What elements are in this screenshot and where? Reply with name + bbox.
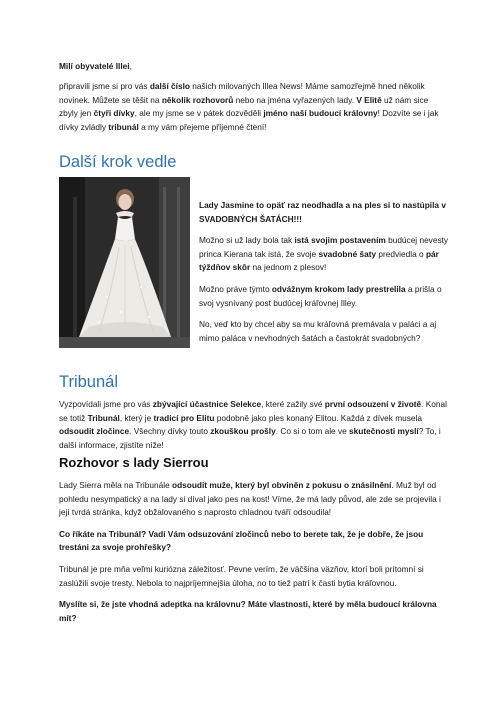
wedding-dress-photo (59, 177, 190, 348)
section3-paragraph-1: Lady Sierra měla na Tribunále odsoudit muže, který byl obviněn z pokusu o znásilnění. Muž byl od pohledu nesympatický a na lady si díval jako pes na kost! Víme, že má lady původ, ale zde se projevila i její tvrdá stránka, když obžalovaného s naprosto chladnou tváří odsoudila! (59, 480, 441, 518)
section1-paragraph-3: Možno práve týmto odvážnym krokom lady prestrelila a prišla o svoj vysnívaný post budúcej kráľovnej Illey. (199, 283, 442, 308)
section1-text (199, 199, 451, 353)
question-2: Myslíte si, že jste vhodná adeptka na královnu? Máte vlastnosti, které by měla budoucí královna mít? (59, 599, 437, 623)
section2-text (59, 398, 449, 460)
section-heading-rozhovor: Rozhovor s lady Sierrou (59, 455, 209, 470)
answer-1: Tribunál je pre mňa veľmi kuriózna záležitosť. Pevne verím, že väčšina väzňov, ktorí boli prítomní si zaslúžili svoje tresty. Nebola to najpríjemnejšia úloha, no to tiež patrí k časti bytia kráľovnou. (59, 563, 424, 588)
greeting-name: Milí obyvatelé Illei (59, 61, 130, 71)
section1-lead: Lady Jasmine to opäť raz neodhadla a na ples si to nastúpila v SVADOBNÝCH ŠATÁCH!!! (199, 200, 446, 224)
intro-paragraph: připravili jsme si pro vás další číslo našich milovaných Illea News! Máme samozřejmě hned několik novinek. Můžete se těšit na několik rozhovorů nebo na jména vyřazených lady. V Elitě už nám sice zbyly jen čtyři dívky, ale my jsme se v pátek dozvěděli jméno naší budoucí královny! Dozvíte se i jak dívky zvládly tribunál a my vám přejeme příjemné čtení! (59, 81, 439, 132)
section1-paragraph-4: No, veď kto by chcel aby sa mu kráľovná premávala v paláci a aj mimo paláca v nevhodných šatách a častokrát svadobných? (199, 319, 437, 343)
question-1: Co říkáte na Tribunál? Vadí Vám odsuzování zločinců nebo to berete tak, že je dobře, že jsou trestáni za svoje prohřešky? (59, 528, 424, 553)
section-heading-dalsi-krok: Další krok vedle (59, 153, 177, 171)
section3-text (59, 479, 449, 633)
greeting-comma: , (129, 61, 132, 71)
section2-paragraph-1: Vyzpovídali jsme pro vás zbývající účastnice Selekce, které zažily své první odsouzení v životě. Konal se totiž Tribunál, který je tradicí pro Elitu podobně jako ples konaný Elitou. Každá z dívek musela odsoudit zločince. Všechny dívky touto zkouškou prošly. Co si o tom ale ve skutečnosti myslí? To, i další informace, zjistíte níže! (59, 399, 447, 450)
greeting (59, 60, 449, 74)
section-heading-tribunal: Tribunál (59, 373, 118, 391)
section1-paragraph-2: Možno si už lady bola tak istá svojim postavením budúcej nevesty princa Kierana tak istá, že svoje svadobné šaty predviedla o pár týždňov skôr na jednom z plesov! (199, 235, 449, 273)
bride-illustration (59, 177, 190, 348)
